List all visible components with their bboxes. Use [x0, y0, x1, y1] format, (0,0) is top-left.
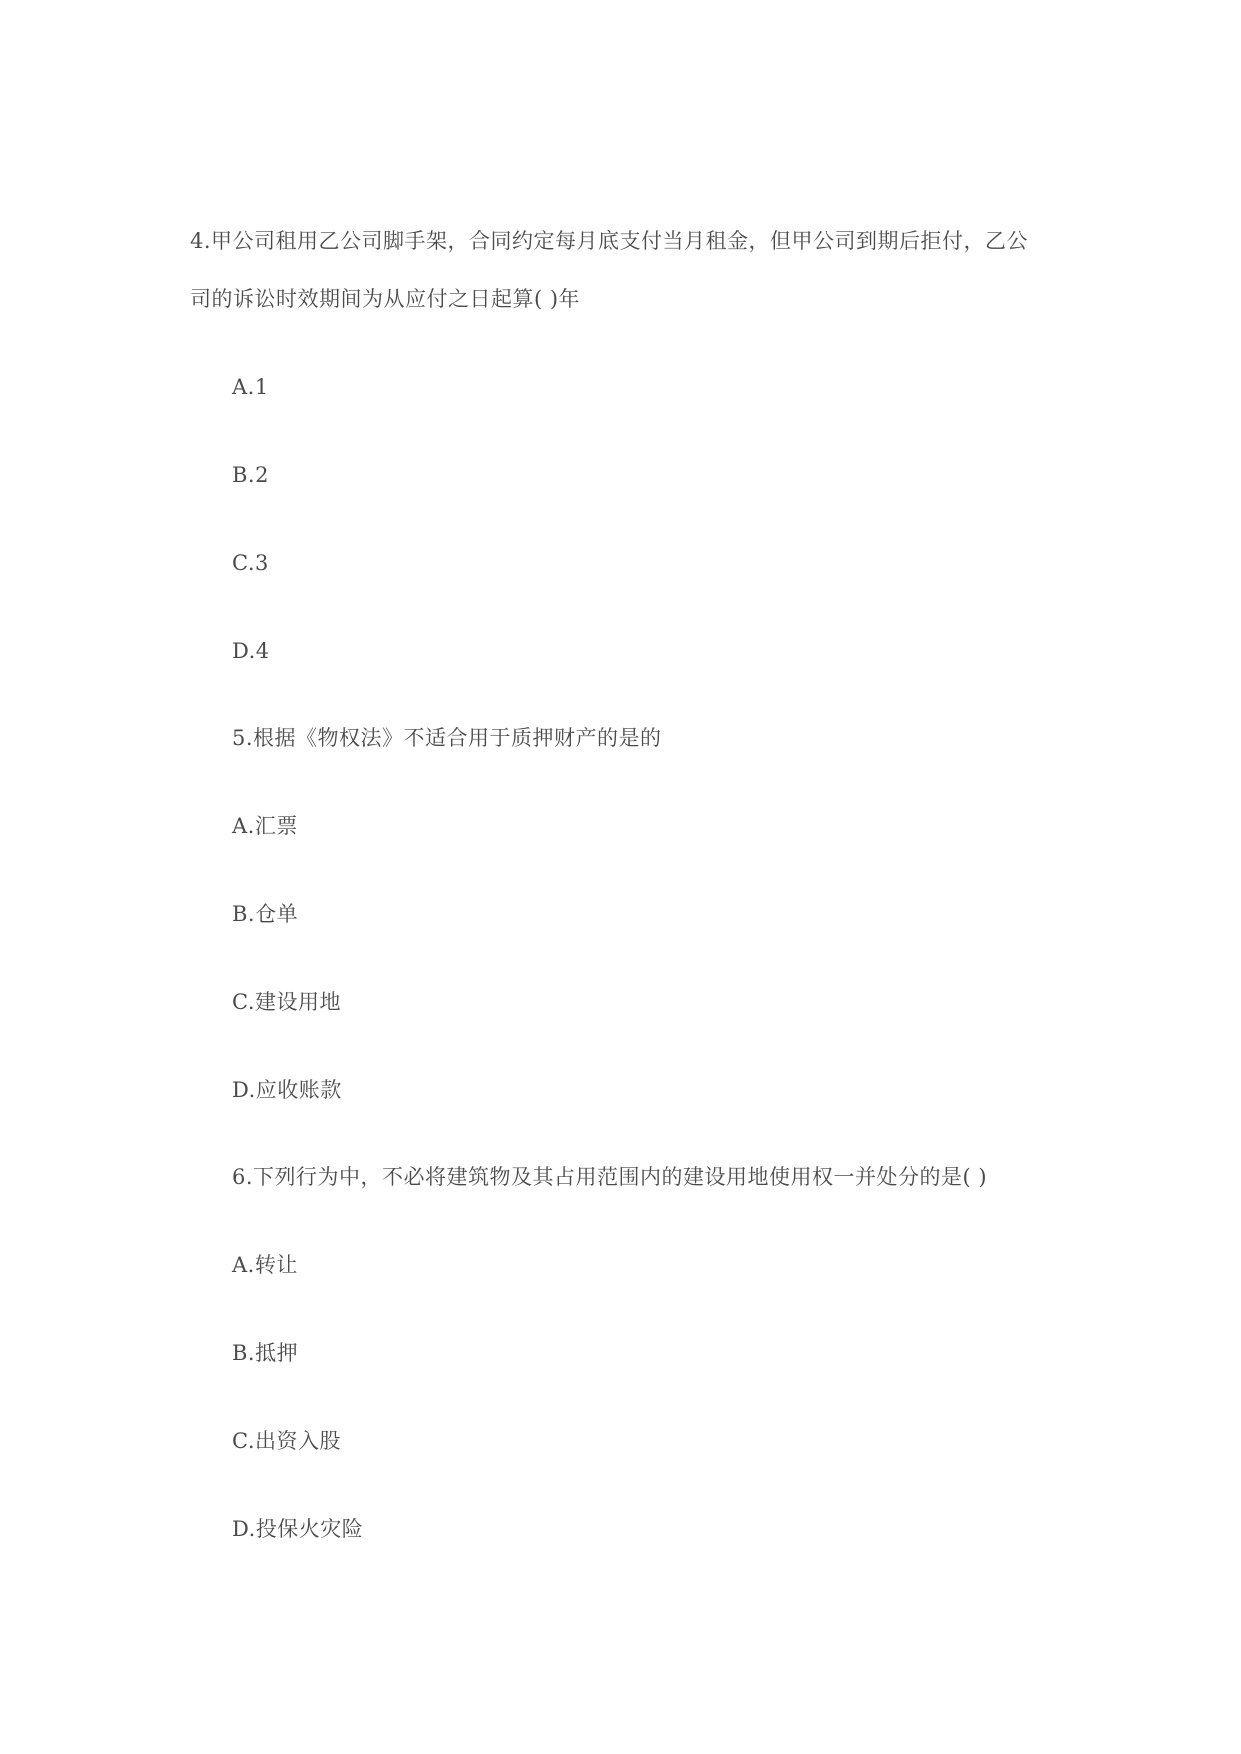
- question-4-option-c: C.3: [232, 551, 269, 575]
- question-6-option-b: B.抵押: [232, 1341, 299, 1365]
- question-6-option-c: C.出资入股: [232, 1429, 341, 1453]
- question-5-stem: 5.根据《物权法》不适合用于质押财产的是的: [232, 726, 662, 750]
- question-4-option-b: B.2: [232, 463, 269, 487]
- question-4-stem-line-1: 4.甲公司租用乙公司脚手架，合同约定每月底支付当月租金，但甲公司到期后拒付，乙公: [190, 229, 1029, 253]
- question-5-option-d: D.应收账款: [232, 1078, 342, 1102]
- question-6-option-d: D.投保火灾险: [232, 1517, 364, 1541]
- question-4-option-a: A.1: [232, 375, 269, 399]
- question-4-option-d: D.4: [232, 639, 270, 663]
- question-5-option-c: C.建设用地: [232, 990, 341, 1014]
- question-5-option-b: B.仓单: [232, 902, 299, 926]
- question-6-option-a: A.转让: [232, 1253, 298, 1277]
- question-4-stem-line-2: 司的诉讼时效期间为从应付之日起算( )年: [190, 287, 581, 311]
- question-6-stem: 6.下列行为中，不必将建筑物及其占用范围内的建设用地使用权一并处分的是( ): [232, 1165, 988, 1189]
- question-5-option-a: A.汇票: [232, 814, 298, 838]
